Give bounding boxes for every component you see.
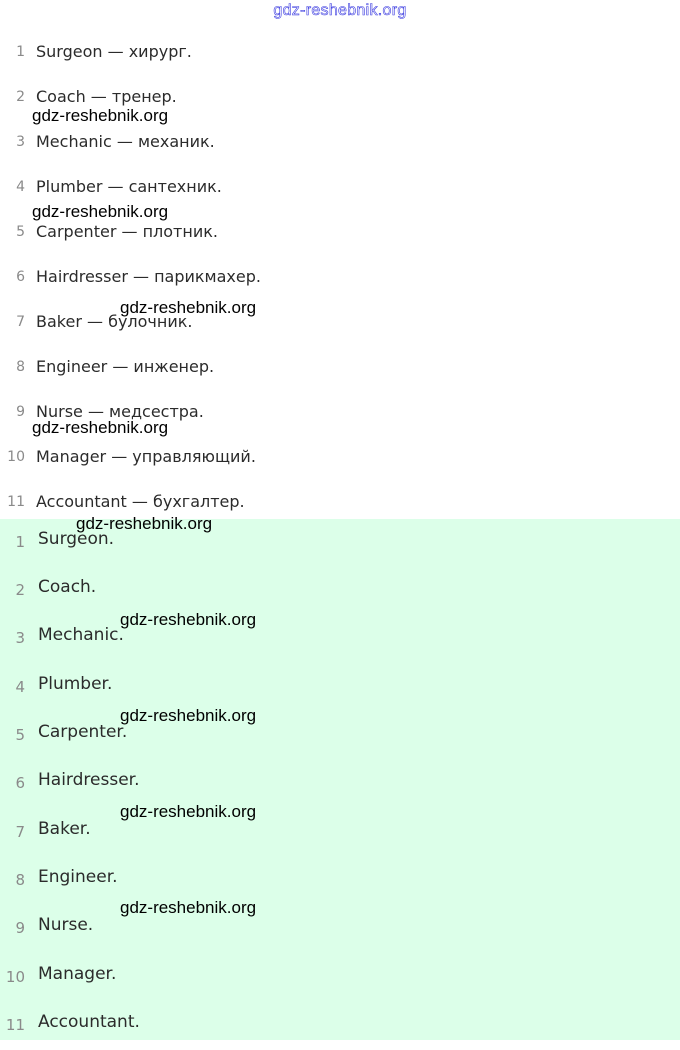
answer-item bbox=[0, 567, 680, 615]
answer-text: Surgeon. bbox=[38, 529, 115, 549]
vocab-text: Plumber — сантехник. bbox=[36, 177, 222, 196]
answer-item bbox=[0, 809, 680, 857]
answer-item bbox=[0, 712, 680, 760]
answer-item bbox=[0, 905, 680, 953]
vocab-text: Carpenter — плотник. bbox=[36, 222, 218, 241]
item-number: 2 bbox=[16, 89, 25, 105]
answer-item bbox=[0, 954, 680, 1002]
answer-text: Baker. bbox=[38, 819, 91, 839]
vocab-item bbox=[0, 30, 680, 74]
answer-text: Plumber. bbox=[38, 674, 113, 694]
item-number: 11 bbox=[7, 494, 25, 510]
item-number: 10 bbox=[7, 449, 25, 465]
vocab-text: Engineer — инженер. bbox=[36, 357, 215, 376]
item-number: 5 bbox=[16, 224, 25, 240]
item-number: 4 bbox=[15, 678, 25, 696]
answer-text: Mechanic. bbox=[38, 625, 124, 645]
watermark: gdz-reshebnik.org bbox=[120, 298, 257, 317]
item-number: 6 bbox=[16, 269, 25, 285]
vocab-text: Baker — булочник. bbox=[36, 312, 193, 331]
item-number: 3 bbox=[16, 134, 25, 150]
item-number: 2 bbox=[15, 581, 25, 599]
site-header-link[interactable]: gdz-reshebnik.org bbox=[273, 2, 407, 19]
item-number: 10 bbox=[5, 968, 25, 986]
item-number: 1 bbox=[15, 533, 25, 551]
vocab-text: Manager — управляющий. bbox=[36, 447, 256, 466]
vocab-text: Mechanic — механик. bbox=[36, 132, 215, 151]
answer-item bbox=[0, 760, 680, 808]
watermark: gdz-reshebnik.org bbox=[32, 202, 169, 221]
item-number: 9 bbox=[16, 404, 25, 420]
answer-item bbox=[0, 664, 680, 712]
vocab-text: Nurse — медсестра. bbox=[36, 402, 204, 421]
answer-item bbox=[0, 857, 680, 905]
vocab-item bbox=[0, 435, 680, 479]
watermark: gdz-reshebnik.org bbox=[120, 802, 257, 821]
vocab-item bbox=[0, 345, 680, 389]
item-number: 4 bbox=[16, 179, 25, 195]
vocabulary-list bbox=[0, 30, 680, 519]
answer-text: Accountant. bbox=[38, 1012, 140, 1032]
item-number: 5 bbox=[15, 726, 25, 744]
vocab-item bbox=[0, 300, 680, 344]
answer-item bbox=[0, 615, 680, 663]
answer-text: Manager. bbox=[38, 964, 117, 984]
vocab-text: Surgeon — хирург. bbox=[36, 42, 192, 61]
watermark: gdz-reshebnik.org bbox=[120, 610, 257, 629]
item-number: 1 bbox=[16, 44, 25, 60]
vocab-item bbox=[0, 255, 680, 299]
vocab-item bbox=[0, 120, 680, 164]
item-number: 7 bbox=[16, 314, 25, 330]
item-number: 11 bbox=[5, 1016, 25, 1034]
watermark: gdz-reshebnik.org bbox=[120, 898, 257, 917]
answer-text: Nurse. bbox=[38, 915, 94, 935]
answer-item bbox=[0, 1002, 680, 1050]
watermark: gdz-reshebnik.org bbox=[32, 418, 169, 437]
item-number: 3 bbox=[15, 629, 25, 647]
item-number: 8 bbox=[15, 871, 25, 889]
answer-text: Coach. bbox=[38, 577, 97, 597]
watermark: gdz-reshebnik.org bbox=[76, 514, 213, 533]
watermark: gdz-reshebnik.org bbox=[32, 106, 169, 125]
item-number: 7 bbox=[15, 823, 25, 841]
vocab-text: Accountant — бухгалтер. bbox=[36, 492, 245, 511]
item-number: 8 bbox=[16, 359, 25, 375]
watermark: gdz-reshebnik.org bbox=[120, 706, 257, 725]
item-number: 9 bbox=[15, 919, 25, 937]
vocab-text: Hairdresser — парикмахер. bbox=[36, 267, 261, 286]
answer-text: Engineer. bbox=[38, 867, 118, 887]
answer-text: Hairdresser. bbox=[38, 770, 140, 790]
vocab-text: Coach — тренер. bbox=[36, 87, 177, 106]
item-number: 6 bbox=[15, 774, 25, 792]
answers-panel bbox=[0, 519, 680, 1040]
answer-text: Carpenter. bbox=[38, 722, 128, 742]
